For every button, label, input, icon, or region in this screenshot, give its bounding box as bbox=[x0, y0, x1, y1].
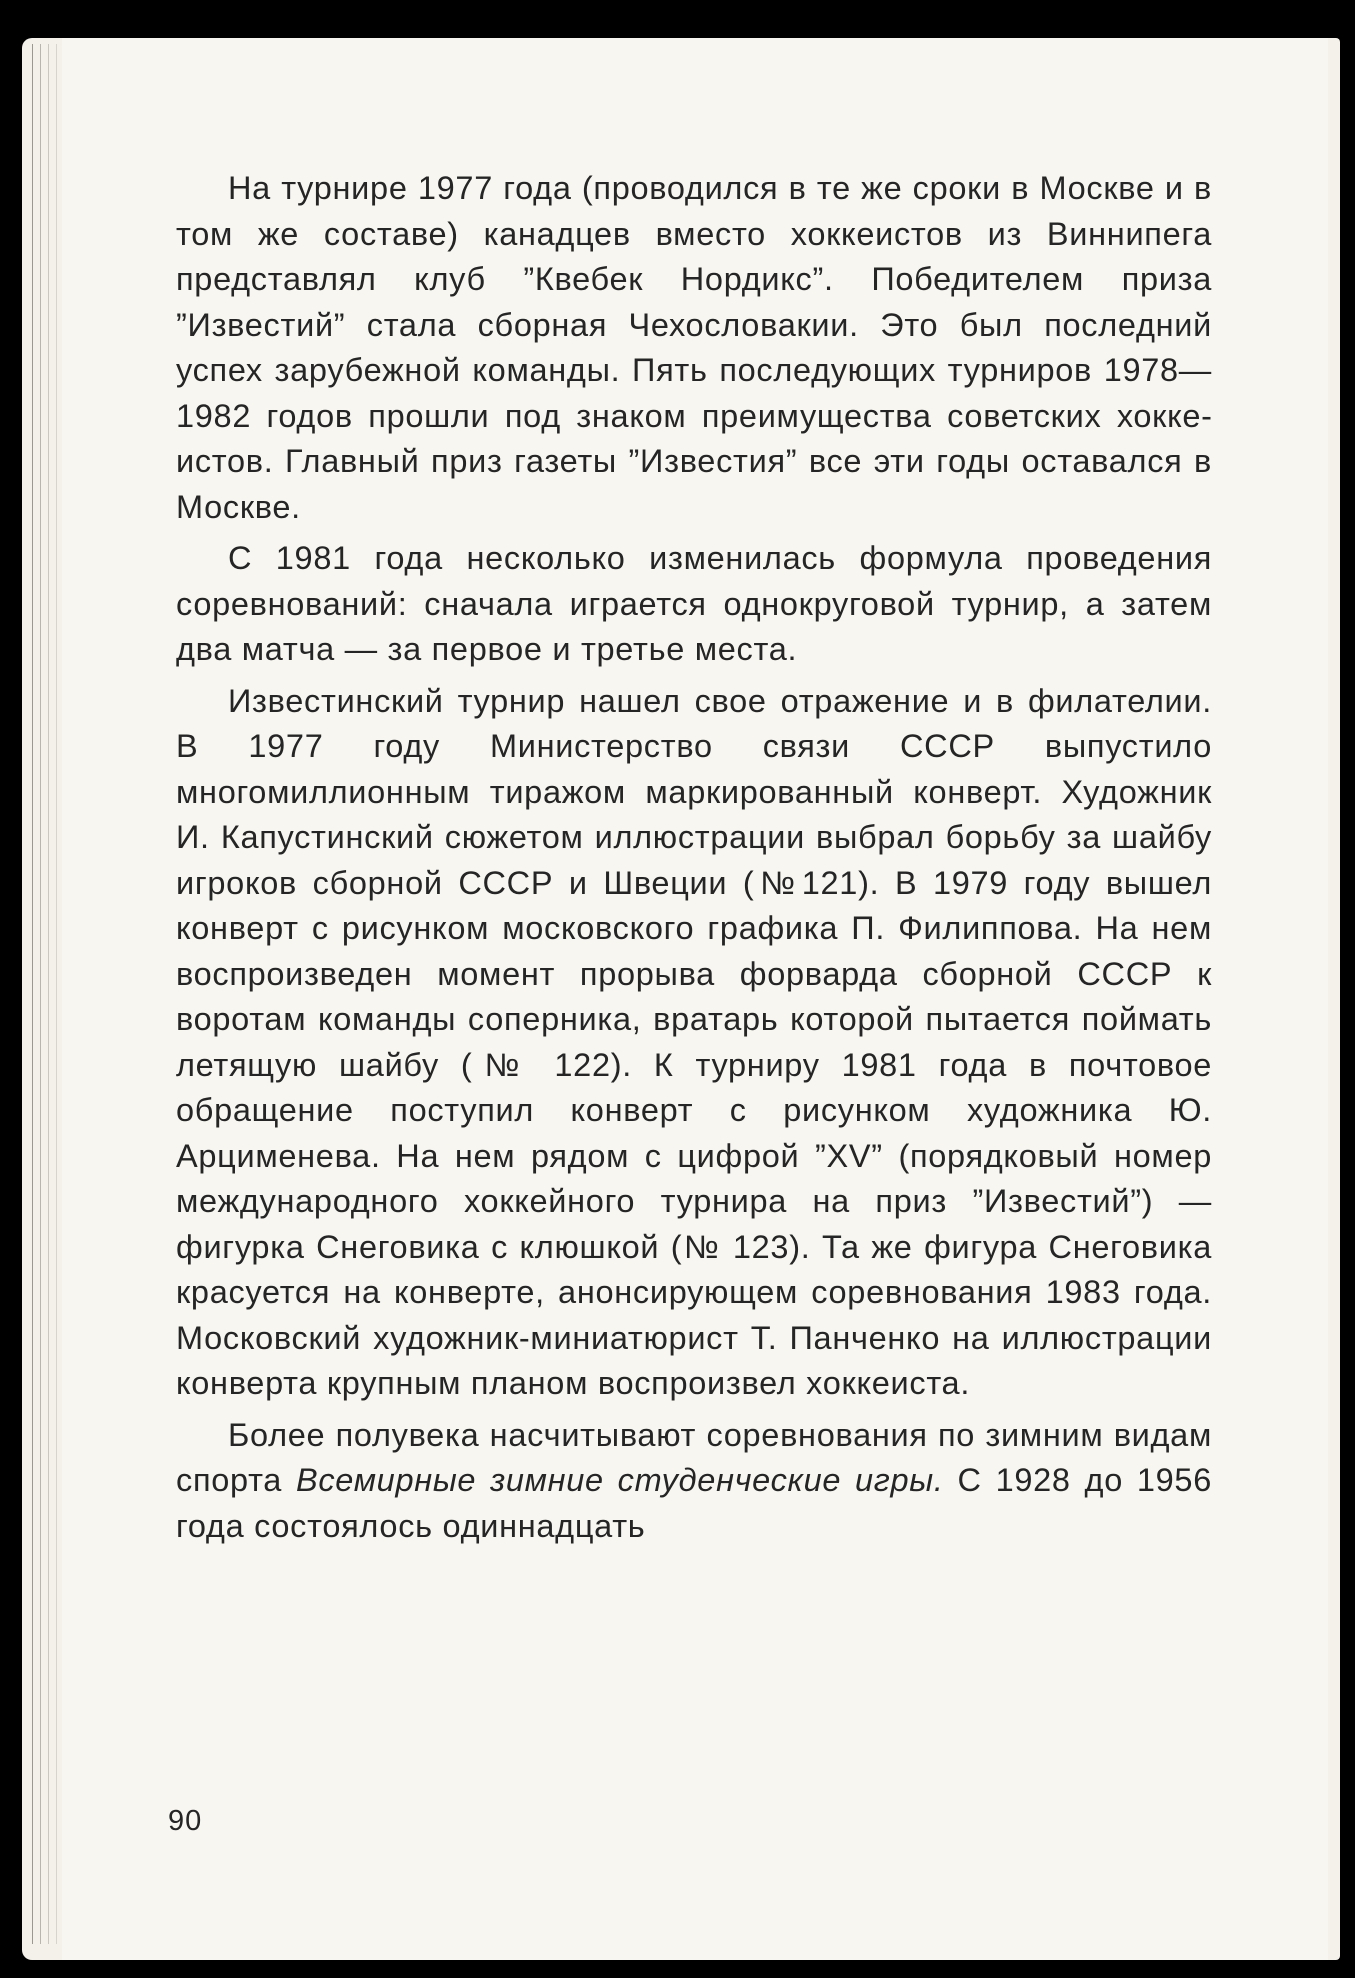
text-segment: С 1928 до 1956 года состоялось одиннадцать bbox=[176, 1462, 1212, 1544]
italic-term: Всемирные зимние студенческие игры. bbox=[295, 1462, 944, 1498]
body-text bbox=[176, 166, 1212, 1555]
paragraph bbox=[176, 166, 1212, 530]
text-segment: Известинский турнир нашел свое отражение и в филателии. В 1977 году Министерство связи СССР выпустило многомиллионным тиражом маркированный конверт. Художник И. Капустинский сюжетом иллюстрации выбрал борьбу за шайбу игроков сборной СССР и Швеции (№121). В 1979 году вышел конверт с рисунком московского графика П. Филиппова. На нем воспроизведен момент прорыва форварда сборной СССР к воротам команды соперника, вратарь которой пытается поймать летящую шайбу (№ 122). К турниру 1981 года в почтовое обращение поступил конверт с рисунком художника Ю. Арцименева. На нем рядом с цифрой ”XV” (порядковый номер международного хоккейного турнира на приз ”Известий”) — фигурка Снеговика с клюшкой (№ 123). Та же фигура Снеговика красуется на конверте, анонсирующем соревнования 1983 года. Московский художник-миниатюрист Т. Панченко на иллюстрации конверта крупным планом воспроизвел хоккеиста. bbox=[176, 682, 1212, 1401]
text-segment: С 1981 года несколько изменилась формула проведения соревнований: сначала играется однокруговой турнир, а затем два матча — за первое и третье места. bbox=[176, 540, 1212, 667]
text-segment: На турнире 1977 года (проводился в те же сроки в Москве и в том же составе) канадцев вместо хоккеистов из Виннипега представлял клуб ”Квебек Нордикс”. Победителем приза ”Известий” стала сборная Чехословакии. Это был последний успех зарубежной команды. Пять последующих турниров 1978—1982 годов прошли под знаком преимущества советских хоккеистов. Главный приз газеты ”Известия” все эти годы оставался в Москве. bbox=[176, 170, 1212, 525]
paragraph bbox=[176, 536, 1212, 673]
paragraph bbox=[176, 1413, 1212, 1550]
text-segment: Более полувека насчитывают соревнования по зимним видам спорта bbox=[176, 1416, 1212, 1498]
page-number: 90 bbox=[168, 1805, 203, 1837]
paragraph bbox=[176, 679, 1212, 1407]
